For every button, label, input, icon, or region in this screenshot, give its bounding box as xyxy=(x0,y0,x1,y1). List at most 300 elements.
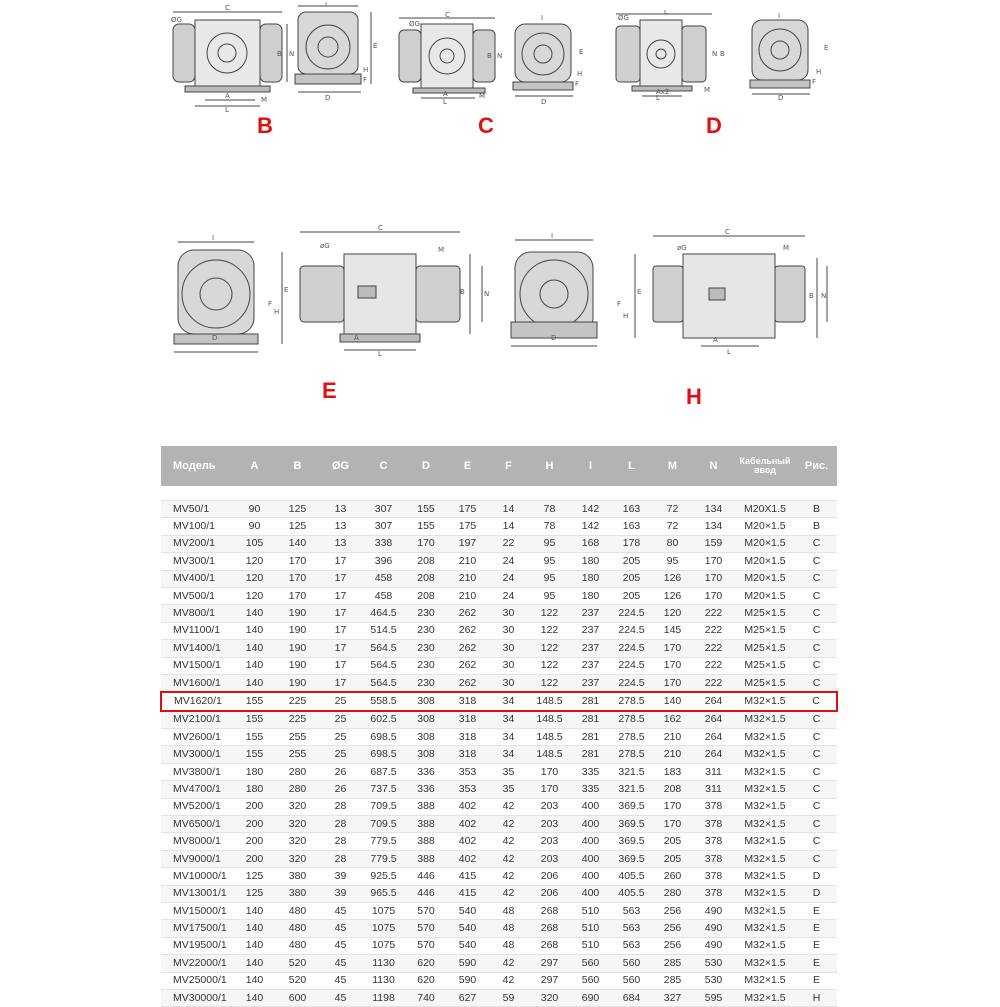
cell-g: 28 xyxy=(319,798,362,815)
table-row xyxy=(161,622,837,639)
cell-l: 321.5 xyxy=(611,763,652,780)
cell-b: 480 xyxy=(276,937,319,954)
figure-b-dim-m: M xyxy=(261,96,268,104)
cell-c: 1075 xyxy=(362,937,405,954)
cell-l: 278.5 xyxy=(611,729,652,746)
cell-figure: C xyxy=(796,657,837,674)
cell-c: 564.5 xyxy=(362,674,405,692)
cell-e: 540 xyxy=(447,920,488,937)
cell-f: 48 xyxy=(488,902,529,919)
cell-b: 170 xyxy=(276,570,319,587)
cell-n: 170 xyxy=(693,570,734,587)
cell-model: MV17500/1 xyxy=(161,920,233,937)
cell-f: 30 xyxy=(488,640,529,657)
cell-d: 446 xyxy=(405,868,447,885)
figure-h-dim-g: øG xyxy=(677,244,687,252)
figure-d-dim-n: N xyxy=(712,50,718,58)
cell-cable-entry: M32×1.5 xyxy=(734,850,796,867)
figure-d-dim-b: B xyxy=(720,50,725,58)
cell-b: 320 xyxy=(276,798,319,815)
cell-i: 168 xyxy=(570,535,611,552)
cell-b: 125 xyxy=(276,518,319,535)
cell-m: 285 xyxy=(652,955,693,972)
cell-figure: C xyxy=(796,587,837,604)
cell-cable-entry: M25×1.5 xyxy=(734,640,796,657)
cell-cable-entry: M25×1.5 xyxy=(734,657,796,674)
cell-cable-entry: M32×1.5 xyxy=(734,972,796,989)
cell-model: MV800/1 xyxy=(161,605,233,622)
header-figure: Рис. xyxy=(796,446,837,486)
cell-l: 163 xyxy=(611,518,652,535)
cell-a: 155 xyxy=(233,729,276,746)
cell-a: 140 xyxy=(233,622,276,639)
cell-c: 737.5 xyxy=(362,781,405,798)
cell-c: 779.5 xyxy=(362,850,405,867)
cell-figure: C xyxy=(796,746,837,763)
header-b: B xyxy=(276,446,319,486)
figure-b-dim-d: D xyxy=(325,94,331,102)
cell-c: 464.5 xyxy=(362,605,405,622)
table-row xyxy=(161,833,837,850)
cell-i: 400 xyxy=(570,816,611,833)
figure-b-dim-l: L xyxy=(225,106,229,114)
cell-figure: B xyxy=(796,501,837,518)
cell-g: 17 xyxy=(319,553,362,570)
table-row xyxy=(161,640,837,657)
cell-h: 95 xyxy=(529,553,570,570)
cell-i: 510 xyxy=(570,902,611,919)
cell-a: 140 xyxy=(233,640,276,657)
cell-e: 262 xyxy=(447,605,488,622)
cell-a: 200 xyxy=(233,850,276,867)
figure-h-dim-d: D xyxy=(551,334,557,342)
cell-m: 183 xyxy=(652,763,693,780)
cell-e: 210 xyxy=(447,570,488,587)
cell-n: 595 xyxy=(693,989,734,1006)
cell-m: 256 xyxy=(652,902,693,919)
cell-e: 262 xyxy=(447,640,488,657)
cell-figure: D xyxy=(796,885,837,902)
spacer-cell xyxy=(319,486,362,501)
cell-a: 90 xyxy=(233,501,276,518)
cell-h: 206 xyxy=(529,885,570,902)
cell-f: 59 xyxy=(488,989,529,1006)
cell-m: 260 xyxy=(652,868,693,885)
figure-e-dim-a: A xyxy=(354,334,359,342)
cell-a: 140 xyxy=(233,937,276,954)
cell-h: 203 xyxy=(529,798,570,815)
cell-figure: C xyxy=(796,674,837,692)
cell-h: 206 xyxy=(529,868,570,885)
cell-b: 380 xyxy=(276,868,319,885)
cell-cable-entry: M32×1.5 xyxy=(734,763,796,780)
cell-n: 378 xyxy=(693,868,734,885)
cell-i: 237 xyxy=(570,622,611,639)
cell-i: 180 xyxy=(570,587,611,604)
cell-c: 779.5 xyxy=(362,833,405,850)
cell-figure: E xyxy=(796,920,837,937)
figure-d-dim-m: M xyxy=(704,86,711,94)
cell-i: 180 xyxy=(570,570,611,587)
cell-e: 540 xyxy=(447,902,488,919)
cell-model: MV1400/1 xyxy=(161,640,233,657)
cell-g: 45 xyxy=(319,920,362,937)
cell-figure: E xyxy=(796,937,837,954)
cell-i: 281 xyxy=(570,692,611,710)
cell-d: 308 xyxy=(405,729,447,746)
cell-n: 170 xyxy=(693,587,734,604)
cell-d: 230 xyxy=(405,622,447,639)
figure-c-dim-e: E xyxy=(579,48,584,56)
cell-f: 35 xyxy=(488,781,529,798)
cell-g: 25 xyxy=(319,746,362,763)
cell-l: 224.5 xyxy=(611,622,652,639)
figure-c-drawing xyxy=(395,12,605,104)
cell-f: 42 xyxy=(488,868,529,885)
cell-m: 162 xyxy=(652,711,693,729)
cell-e: 402 xyxy=(447,798,488,815)
cell-a: 140 xyxy=(233,972,276,989)
spacer-cell xyxy=(734,486,796,501)
cell-m: 126 xyxy=(652,587,693,604)
cell-l: 563 xyxy=(611,902,652,919)
cell-cable-entry: M32×1.5 xyxy=(734,955,796,972)
cell-n: 222 xyxy=(693,622,734,639)
table-header-row xyxy=(161,446,837,486)
cell-h: 122 xyxy=(529,640,570,657)
figure-e-dim-c: C xyxy=(378,224,383,232)
header-c: C xyxy=(362,446,405,486)
cell-b: 380 xyxy=(276,885,319,902)
spacer-cell xyxy=(570,486,611,501)
figure-c-dim-d: D xyxy=(541,98,547,104)
cell-e: 590 xyxy=(447,972,488,989)
figure-h-drawing xyxy=(505,222,835,372)
cell-model: MV13001/1 xyxy=(161,885,233,902)
cell-f: 14 xyxy=(488,518,529,535)
cell-c: 965.5 xyxy=(362,885,405,902)
cell-d: 388 xyxy=(405,850,447,867)
cell-i: 560 xyxy=(570,955,611,972)
cell-l: 369.5 xyxy=(611,833,652,850)
figure-c-dim-b: B xyxy=(487,52,492,60)
cell-m: 280 xyxy=(652,885,693,902)
cell-a: 155 xyxy=(233,746,276,763)
table-row xyxy=(161,587,837,604)
cell-c: 307 xyxy=(362,518,405,535)
figure-d-dim-i: I xyxy=(778,12,781,20)
cell-d: 308 xyxy=(405,746,447,763)
cell-i: 510 xyxy=(570,937,611,954)
cell-h: 203 xyxy=(529,816,570,833)
header-e: E xyxy=(447,446,488,486)
figure-e-dim-b: B xyxy=(460,288,465,296)
figure-e-dim-l: L xyxy=(378,350,382,358)
cell-b: 480 xyxy=(276,920,319,937)
cell-i: 335 xyxy=(570,763,611,780)
cell-h: 78 xyxy=(529,501,570,518)
cell-h: 170 xyxy=(529,763,570,780)
cell-d: 230 xyxy=(405,640,447,657)
cell-g: 45 xyxy=(319,902,362,919)
cell-n: 378 xyxy=(693,798,734,815)
spec-table xyxy=(160,446,838,1007)
cell-l: 224.5 xyxy=(611,657,652,674)
figure-e-label: E xyxy=(322,378,337,403)
cell-cable-entry: M25×1.5 xyxy=(734,605,796,622)
cell-g: 26 xyxy=(319,781,362,798)
cell-f: 22 xyxy=(488,535,529,552)
cell-model: MV6500/1 xyxy=(161,816,233,833)
cell-m: 145 xyxy=(652,622,693,639)
figure-c-dim-n: N xyxy=(497,52,503,60)
cell-l: 278.5 xyxy=(611,692,652,710)
cell-figure: E xyxy=(796,902,837,919)
cell-cable-entry: M32×1.5 xyxy=(734,711,796,729)
cell-figure: C xyxy=(796,622,837,639)
cell-e: 402 xyxy=(447,850,488,867)
cell-l: 205 xyxy=(611,570,652,587)
cell-b: 280 xyxy=(276,781,319,798)
spacer-cell xyxy=(362,486,405,501)
figure-c-dim-f: F xyxy=(575,80,580,88)
cell-b: 190 xyxy=(276,605,319,622)
cell-c: 602.5 xyxy=(362,711,405,729)
cell-cable-entry: M32×1.5 xyxy=(734,989,796,1006)
cell-c: 1130 xyxy=(362,972,405,989)
figure-h-dim-l: L xyxy=(727,348,731,356)
cell-n: 170 xyxy=(693,553,734,570)
spacer-cell xyxy=(276,486,319,501)
cell-model: MV3000/1 xyxy=(161,746,233,763)
table-row xyxy=(161,657,837,674)
cell-l: 560 xyxy=(611,972,652,989)
cell-cable-entry: M32×1.5 xyxy=(734,816,796,833)
cell-b: 320 xyxy=(276,850,319,867)
cell-model: MV19500/1 xyxy=(161,937,233,954)
cell-d: 446 xyxy=(405,885,447,902)
cell-i: 690 xyxy=(570,989,611,1006)
cell-model: MV500/1 xyxy=(161,587,233,604)
cell-a: 90 xyxy=(233,518,276,535)
cell-d: 388 xyxy=(405,816,447,833)
cell-b: 255 xyxy=(276,746,319,763)
table-row xyxy=(161,746,837,763)
cell-f: 35 xyxy=(488,763,529,780)
figure-h-dim-a: A xyxy=(713,336,718,344)
cell-c: 564.5 xyxy=(362,640,405,657)
table-row xyxy=(161,501,837,518)
header-h: H xyxy=(529,446,570,486)
cell-model: MV50/1 xyxy=(161,501,233,518)
header-m: M xyxy=(652,446,693,486)
cell-i: 237 xyxy=(570,674,611,692)
cell-a: 200 xyxy=(233,833,276,850)
cell-n: 311 xyxy=(693,781,734,798)
cell-m: 170 xyxy=(652,674,693,692)
cell-cable-entry: M32×1.5 xyxy=(734,729,796,746)
cell-f: 42 xyxy=(488,850,529,867)
cell-f: 30 xyxy=(488,622,529,639)
figure-e-dim-n: N xyxy=(484,290,490,298)
cell-c: 709.5 xyxy=(362,816,405,833)
spacer-cell xyxy=(611,486,652,501)
cell-i: 400 xyxy=(570,868,611,885)
figure-e-dim-d: D xyxy=(212,334,218,342)
figure-h-dim-c: C xyxy=(725,228,730,236)
cell-model: MV100/1 xyxy=(161,518,233,535)
cell-c: 558.5 xyxy=(362,692,405,710)
cell-e: 318 xyxy=(447,729,488,746)
cell-i: 237 xyxy=(570,605,611,622)
cell-a: 120 xyxy=(233,570,276,587)
table-row xyxy=(161,850,837,867)
cell-f: 34 xyxy=(488,746,529,763)
cell-figure: H xyxy=(796,989,837,1006)
cell-m: 140 xyxy=(652,692,693,710)
figure-h-dim-i: I xyxy=(551,232,554,240)
table-row xyxy=(161,674,837,692)
table-row xyxy=(161,763,837,780)
cell-e: 415 xyxy=(447,885,488,902)
cell-c: 1075 xyxy=(362,902,405,919)
figure-h-dim-e: E xyxy=(637,288,642,296)
cell-n: 159 xyxy=(693,535,734,552)
header-d: D xyxy=(405,446,447,486)
cell-h: 122 xyxy=(529,605,570,622)
figure-d-dim-f: F xyxy=(812,78,817,86)
cell-m: 210 xyxy=(652,746,693,763)
cell-n: 222 xyxy=(693,640,734,657)
cell-b: 255 xyxy=(276,729,319,746)
figure-h-dim-b: B xyxy=(809,292,814,300)
spacer-cell xyxy=(693,486,734,501)
cell-cable-entry: M32×1.5 xyxy=(734,781,796,798)
cell-d: 308 xyxy=(405,711,447,729)
cell-m: 208 xyxy=(652,781,693,798)
cell-d: 740 xyxy=(405,989,447,1006)
cell-i: 560 xyxy=(570,972,611,989)
cell-d: 570 xyxy=(405,920,447,937)
figure-c-dim-m: M xyxy=(479,92,486,100)
figure-c-dim-l: L xyxy=(443,98,447,104)
cell-i: 237 xyxy=(570,657,611,674)
cell-model: MV8000/1 xyxy=(161,833,233,850)
cell-n: 222 xyxy=(693,605,734,622)
cell-d: 170 xyxy=(405,535,447,552)
cell-c: 698.5 xyxy=(362,746,405,763)
cell-h: 148.5 xyxy=(529,729,570,746)
cell-c: 925.5 xyxy=(362,868,405,885)
figure-h-dim-h: H xyxy=(623,312,629,320)
cell-m: 72 xyxy=(652,518,693,535)
cell-g: 17 xyxy=(319,657,362,674)
cell-a: 105 xyxy=(233,535,276,552)
header-i: I xyxy=(570,446,611,486)
cell-n: 264 xyxy=(693,746,734,763)
figure-e-dim-f: F xyxy=(268,300,273,308)
header-g: ØG xyxy=(319,446,362,486)
cell-d: 155 xyxy=(405,501,447,518)
figure-b-label: B xyxy=(257,113,273,138)
spacer-cell xyxy=(796,486,837,501)
header-n: N xyxy=(693,446,734,486)
figure-c-dim-i: I xyxy=(541,14,544,22)
cell-e: 415 xyxy=(447,868,488,885)
cell-l: 278.5 xyxy=(611,746,652,763)
cell-a: 155 xyxy=(233,711,276,729)
figure-d-drawing xyxy=(612,10,840,100)
cell-cable-entry: M32×1.5 xyxy=(734,902,796,919)
cell-figure: B xyxy=(796,518,837,535)
cell-m: 72 xyxy=(652,501,693,518)
cell-n: 378 xyxy=(693,833,734,850)
cell-model: MV1620/1 xyxy=(161,692,233,710)
table-row xyxy=(161,972,837,989)
table-row xyxy=(161,570,837,587)
cell-b: 520 xyxy=(276,972,319,989)
cell-figure: C xyxy=(796,763,837,780)
cell-g: 17 xyxy=(319,570,362,587)
cell-d: 388 xyxy=(405,833,447,850)
figure-b-dim-f: F xyxy=(363,76,368,84)
cell-m: 210 xyxy=(652,729,693,746)
table-row xyxy=(161,885,837,902)
cell-e: 262 xyxy=(447,657,488,674)
figure-b-dim-b: B xyxy=(277,50,282,58)
table-row xyxy=(161,781,837,798)
cell-e: 590 xyxy=(447,955,488,972)
table-row xyxy=(161,937,837,954)
cell-e: 353 xyxy=(447,763,488,780)
cell-d: 336 xyxy=(405,763,447,780)
cell-model: MV1100/1 xyxy=(161,622,233,639)
cell-f: 34 xyxy=(488,729,529,746)
cell-g: 13 xyxy=(319,535,362,552)
cell-b: 190 xyxy=(276,640,319,657)
cell-i: 142 xyxy=(570,518,611,535)
figure-b-dim-e: E xyxy=(373,42,378,50)
cell-f: 14 xyxy=(488,501,529,518)
cell-model: MV300/1 xyxy=(161,553,233,570)
spacer-cell xyxy=(233,486,276,501)
figure-c-dim-g: ØG xyxy=(409,20,420,28)
cell-d: 230 xyxy=(405,674,447,692)
cell-model: MV1600/1 xyxy=(161,674,233,692)
cell-model: MV10000/1 xyxy=(161,868,233,885)
cell-l: 369.5 xyxy=(611,816,652,833)
cell-e: 175 xyxy=(447,518,488,535)
cell-a: 140 xyxy=(233,920,276,937)
cell-a: 120 xyxy=(233,553,276,570)
cell-f: 42 xyxy=(488,972,529,989)
cell-a: 120 xyxy=(233,587,276,604)
cell-n: 530 xyxy=(693,972,734,989)
cell-h: 78 xyxy=(529,518,570,535)
cell-e: 627 xyxy=(447,989,488,1006)
cell-b: 125 xyxy=(276,501,319,518)
cell-m: 95 xyxy=(652,553,693,570)
cell-b: 170 xyxy=(276,587,319,604)
figure-h-dim-n: N xyxy=(821,292,827,300)
figure-d-dim-a: Ax2 xyxy=(656,88,670,96)
cell-model: MV400/1 xyxy=(161,570,233,587)
cell-h: 297 xyxy=(529,955,570,972)
cell-g: 26 xyxy=(319,763,362,780)
cell-l: 563 xyxy=(611,920,652,937)
cell-g: 39 xyxy=(319,868,362,885)
cell-g: 39 xyxy=(319,885,362,902)
